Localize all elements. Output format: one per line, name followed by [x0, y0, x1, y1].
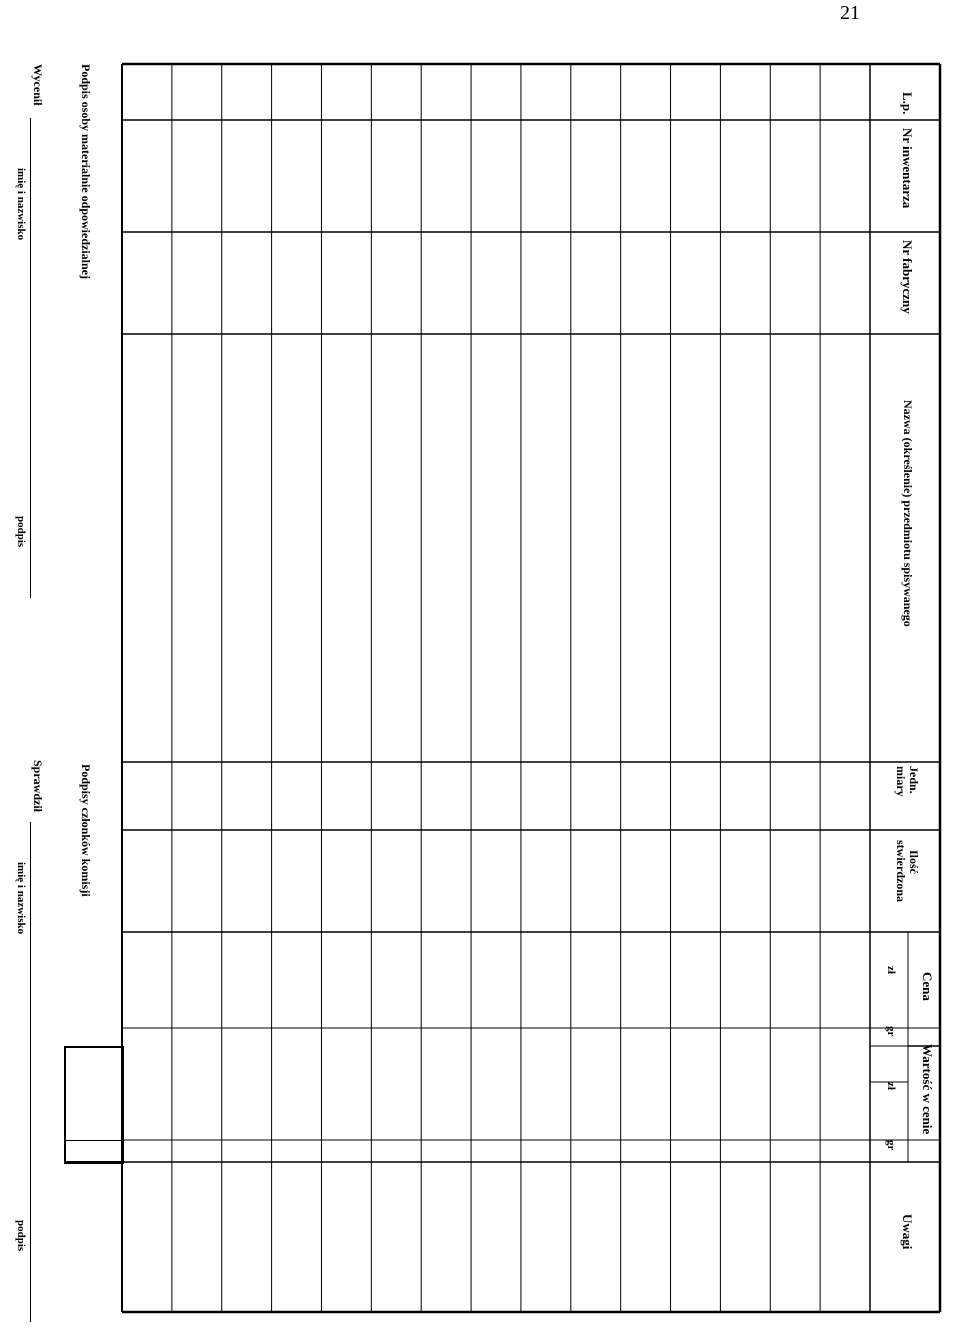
wycenil-label: Wycenił	[31, 64, 45, 106]
header-wartosc-zl: zł	[885, 1082, 897, 1090]
page-number: 21	[840, 2, 860, 24]
header-cena-zl: zł	[885, 966, 897, 974]
header-nr-inwentarza: Nr inwentarza	[900, 128, 915, 209]
header-cena: Cena	[920, 972, 935, 1001]
sprawdzil-imie-nazwisko: imię i nazwisko	[15, 862, 27, 935]
stamp-box-inner	[64, 1140, 122, 1162]
wycenil-podpis: podpis	[15, 516, 27, 548]
sprawdzil-line	[30, 822, 31, 1322]
header-cena-gr: gr	[885, 1026, 897, 1037]
wycenil-imie-nazwisko: imię i nazwisko	[15, 168, 27, 241]
sprawdzil-label: Sprawdził	[31, 760, 45, 813]
header-wartosc-gr: gr	[885, 1140, 897, 1151]
header-jedn-miary: Jedn. miary	[894, 766, 921, 797]
header-ilosc-stwierdzona: Ilość stwierdzona	[894, 840, 921, 902]
podpis-osoby-label: Podpis osoby materialnie odpowiedzialnej	[79, 64, 93, 280]
wycenil-line	[30, 118, 31, 598]
header-nr-fabryczny: Nr fabryczny	[900, 240, 915, 314]
podpisy-czlonkow-label: Podpisy członków komisji	[79, 764, 93, 897]
sprawdzil-podpis: podpis	[15, 1220, 27, 1252]
header-uwagi: Uwagi	[900, 1214, 915, 1250]
header-wartosc: Wartość w cenie	[920, 1044, 935, 1135]
header-nazwa: Nazwa (określenie) przedmiotu spisywanego	[901, 400, 915, 627]
header-lp: L.p.	[900, 92, 915, 115]
